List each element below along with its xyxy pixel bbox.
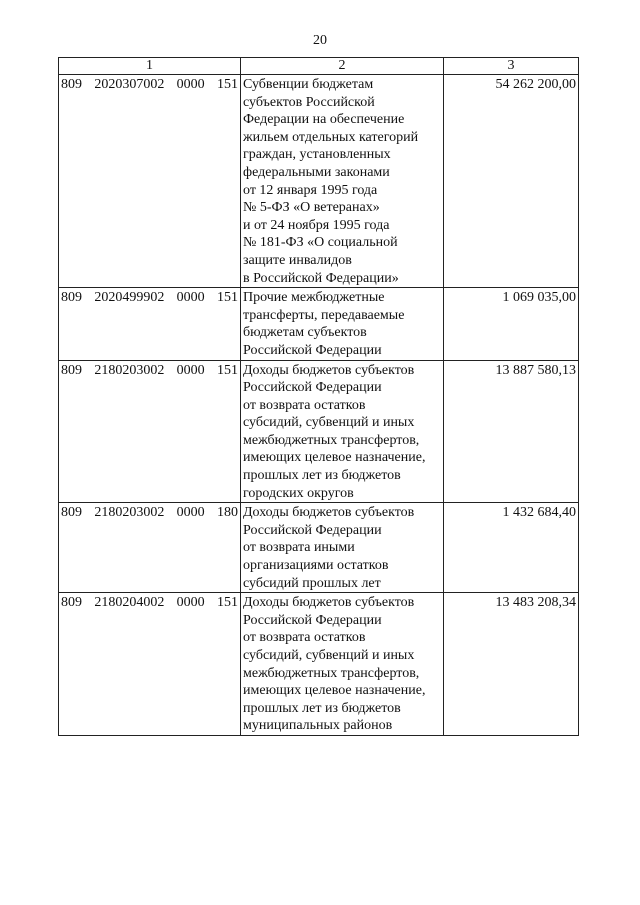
code-part: 809 [61,77,82,92]
code-cell [59,75,241,288]
table-row [59,360,579,503]
budget-code [61,361,238,380]
description-cell [241,503,444,593]
description-text [243,288,441,359]
budget-code [61,75,238,94]
code-part: 809 [61,505,82,521]
table-body [59,75,579,736]
description-line: прошлых лет из бюджетов [243,700,401,716]
code-part: 809 [61,362,82,378]
description-line: от возврата остатков [243,630,366,646]
description-text [243,361,441,503]
code-part: 151 [216,362,238,378]
code-part: 151 [216,290,238,306]
description-line: бюджетам субъектов [243,325,367,341]
column-header-1: 1 [59,58,241,75]
description-line: и от 24 ноября 1995 года [243,217,390,233]
description-line: от возврата иными [243,540,355,556]
description-line: Российской Федерации [243,522,382,538]
description-line: городских округов [243,485,354,501]
budget-code [61,593,238,612]
description-line: имеющих целевое назначение, [243,450,426,466]
description-line: Российской Федерации [243,342,382,358]
description-line: федеральными законами [243,164,390,180]
code-part: 809 [61,290,82,306]
description-line: межбюджетных трансфертов, [243,665,420,681]
description-text [243,503,441,592]
description-text [243,75,441,287]
description-line: от 12 января 1995 года [243,182,378,198]
description-line: № 5-ФЗ «О ветеранах» [243,200,380,216]
description-cell [241,360,444,503]
description-line: субсидий прошлых лет [243,575,381,591]
description-line: муниципальных районов [243,718,393,734]
code-part: 0000 [176,595,205,611]
description-line: Российской Федерации [243,380,382,396]
description-line: имеющих целевое назначение, [243,683,426,699]
code-part: 151 [216,77,238,92]
description-line: трансферты, передаваемые [243,307,405,323]
code-part: 151 [216,595,238,611]
description-line: субсидий, субвенций и иных [243,415,415,431]
page-number: 20 [313,33,327,48]
budget-code [61,503,238,522]
description-cell [241,75,444,288]
description-line: субъектов Российской [243,94,375,110]
description-line: защите инвалидов [243,252,352,268]
description-line: Прочие межбюджетные [243,290,385,306]
code-cell [59,593,241,736]
description-line: Доходы бюджетов субъектов [243,505,415,521]
code-cell [59,503,241,593]
column-header-3: 3 [444,58,579,75]
description-line: межбюджетных трансфертов, [243,432,420,448]
code-cell [59,360,241,503]
table-row [59,288,579,360]
code-part: 2180203002 [94,505,165,521]
description-line: прошлых лет из бюджетов [243,468,401,484]
amount-cell [444,503,579,593]
column-header-2: 2 [241,58,444,75]
amount-value: 1 069 035,00 [502,290,576,306]
description-line: организациями остатков [243,558,389,574]
description-line: в Российской Федерации» [243,270,399,286]
description-text [243,593,441,735]
description-line: субсидий, субвенций и иных [243,648,415,663]
amount-cell [444,593,579,736]
budget-table [58,57,579,736]
table-row [59,593,579,736]
amount-cell [444,75,579,288]
table-header-row [59,58,579,75]
code-part: 0000 [176,505,205,521]
amount-value: 1 432 684,40 [502,505,576,521]
code-part: 2020307002 [94,77,165,92]
code-part: 809 [61,595,82,611]
description-line: № 181-ФЗ «О социальной [243,235,398,251]
amount-cell [444,360,579,503]
code-part: 0000 [176,362,205,378]
description-cell [241,288,444,360]
amount-value: 13 887 580,13 [495,362,576,378]
description-line: Доходы бюджетов субъектов [243,595,415,611]
table-row [59,75,579,288]
description-line: Федерации на обеспечение [243,112,405,128]
description-line: Субвенции бюджетам [243,77,374,92]
amount-value: 13 483 208,34 [495,595,576,611]
code-part: 0000 [176,290,205,306]
code-part: 2020499902 [94,290,165,306]
code-part: 2180204002 [94,595,165,611]
description-line: граждан, установленных [243,147,391,163]
description-line: от возврата остатков [243,397,366,413]
description-line: Доходы бюджетов субъектов [243,362,415,378]
code-part: 2180203002 [94,362,165,378]
budget-code [61,288,238,307]
amount-value: 54 262 200,00 [495,77,576,92]
description-cell [241,593,444,736]
description-line: жильем отдельных категорий [243,129,419,145]
table-row [59,503,579,593]
code-part: 180 [216,505,238,521]
code-part: 0000 [176,77,205,92]
description-line: Российской Федерации [243,612,382,628]
code-cell [59,288,241,360]
amount-cell [444,288,579,360]
